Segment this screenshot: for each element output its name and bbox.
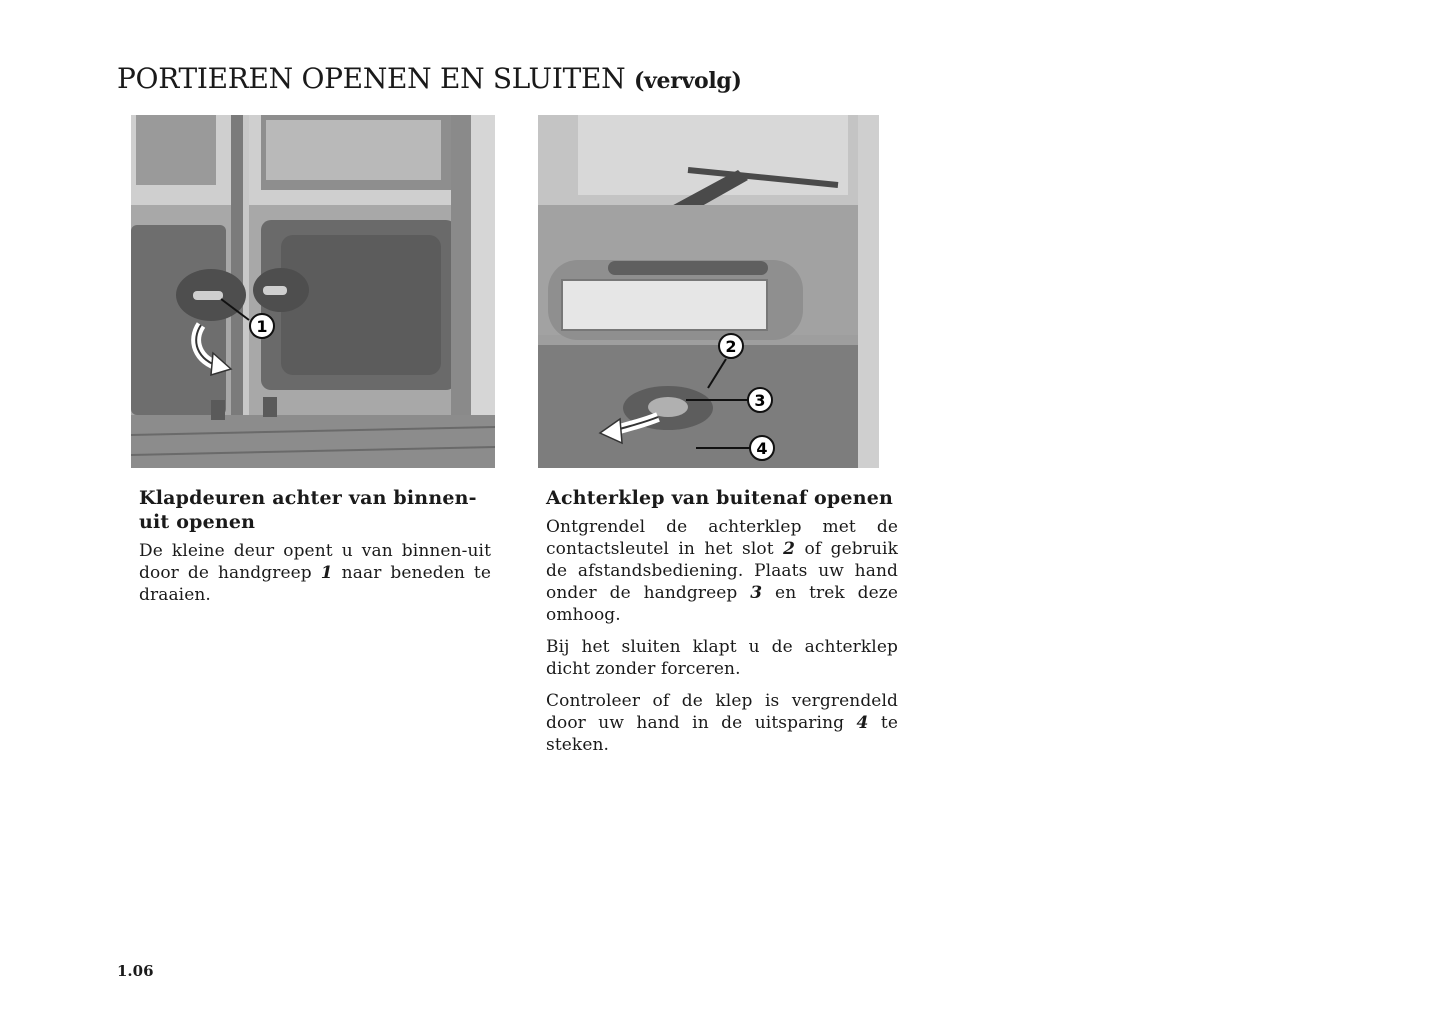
- paragraph-check-locked: Controleer of de klep is vergrendeld door uw hand in de uitsparing 4 te steken.: [546, 691, 898, 755]
- page-title-sub: (vervolg): [633, 68, 742, 94]
- rear-doors-inside-photo: [131, 115, 495, 468]
- page-title-main: PORTIEREN OPENEN EN SLUITEN: [117, 62, 626, 95]
- svg-text:1: 1: [256, 317, 268, 336]
- section-rear-doors: [139, 486, 491, 616]
- section-tailgate: [546, 486, 898, 766]
- page-number: 1.06: [117, 962, 154, 980]
- paragraph-unlock: Ontgrendel de achterklep met de contactsleutel in het slot 2 of gebruik de afstandsbediening. Plaats uw hand onder de handgreep 3 en trek deze omhoog.: [546, 517, 899, 625]
- tailgate-outside-photo: [538, 115, 879, 468]
- svg-text:3: 3: [754, 391, 766, 410]
- svg-text:2: 2: [725, 337, 737, 356]
- page-title: [117, 62, 742, 95]
- svg-text:4: 4: [756, 439, 768, 458]
- paragraph-close: Bij het sluiten klapt u de achterklep dicht zonder forceren.: [546, 637, 898, 679]
- paragraph-rear-doors: De kleine deur opent u van binnen-uit door de handgreep 1 naar beneden te draaien.: [139, 541, 491, 605]
- section-heading-tailgate: Achterklep van buitenaf openen: [546, 487, 894, 509]
- section-heading-rear-doors: Klapdeuren achter van binnen- uit openen: [139, 487, 477, 533]
